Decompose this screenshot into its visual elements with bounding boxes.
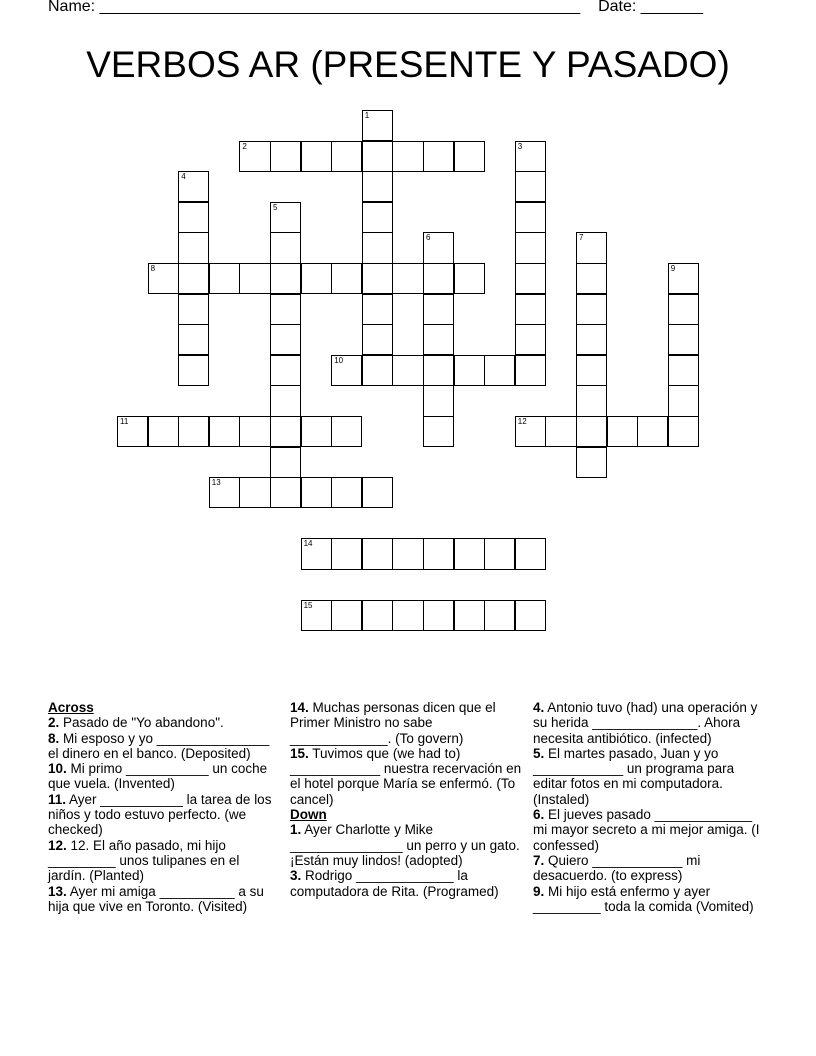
- clue-item-text: Ayer mi amiga __________ a su hija que vive en Toronto. (Visited): [48, 883, 264, 914]
- grid-cell[interactable]: [270, 447, 301, 478]
- grid-cell[interactable]: [362, 110, 393, 141]
- grid-cell[interactable]: [423, 324, 454, 355]
- clue-number: 11: [120, 417, 129, 426]
- clue-item-number: 1.: [290, 822, 302, 838]
- grid-cell[interactable]: [515, 294, 546, 325]
- clue-item: [48, 884, 276, 915]
- grid-cell[interactable]: [423, 600, 454, 631]
- grid-cell[interactable]: [515, 416, 546, 447]
- grid-cell[interactable]: [668, 324, 699, 355]
- grid-cell[interactable]: [331, 263, 362, 294]
- grid-cell[interactable]: [270, 324, 301, 355]
- grid-cell[interactable]: [362, 538, 393, 569]
- grid-cell[interactable]: [392, 600, 423, 631]
- grid-cell[interactable]: [239, 263, 270, 294]
- grid-cell[interactable]: [515, 171, 546, 202]
- clue-item-text: Muchas personas dicen que el Primer Ministro no sabe _____________. (To govern): [290, 700, 496, 746]
- clue-item-number: 8.: [48, 730, 60, 746]
- clue-item-text: 12. El año pasado, mi hijo _________ unos tulipanes en el jardín. (Planted): [48, 837, 240, 884]
- down-heading: Down: [290, 807, 327, 823]
- clue-number: 1: [364, 111, 370, 120]
- clue-number: 6: [426, 233, 431, 243]
- clue-item: [290, 746, 526, 807]
- clue-number: 3: [517, 141, 523, 151]
- clue-item-text: Mi esposo y yo _______________ el dinero en el banco. (Deposited): [48, 730, 270, 761]
- clue-number: 5: [273, 202, 278, 212]
- grid-cell[interactable]: [270, 477, 301, 508]
- grid-cell[interactable]: [454, 141, 485, 172]
- clue-number: 15: [303, 600, 313, 610]
- clue-item: [290, 700, 526, 746]
- grid-cell[interactable]: [331, 141, 362, 172]
- clue-item-text: Tuvimos que (we had to) ____________ nuestra recervación en el hotel porque María se enfermó. (To cancel): [290, 745, 522, 807]
- grid-cell[interactable]: [270, 294, 301, 325]
- grid-cell[interactable]: [454, 600, 485, 631]
- grid-cell[interactable]: [454, 355, 485, 386]
- grid-cell[interactable]: [270, 385, 301, 416]
- clue-item: [290, 822, 526, 868]
- grid-cell[interactable]: [454, 263, 485, 294]
- clue-item-number: 6.: [533, 807, 545, 823]
- grid-cell[interactable]: [270, 202, 301, 233]
- grid-cell[interactable]: [178, 232, 209, 263]
- clue-item: [48, 792, 276, 838]
- grid-cell[interactable]: [301, 538, 332, 569]
- clue-item-number: 7.: [533, 852, 545, 868]
- grid-cell[interactable]: [515, 202, 546, 233]
- clue-item: [533, 746, 769, 807]
- grid-cell[interactable]: [576, 416, 607, 447]
- grid-cell[interactable]: [362, 600, 393, 631]
- clue-number: 8: [150, 264, 156, 273]
- grid-cell[interactable]: [637, 416, 668, 447]
- grid-cell[interactable]: [392, 141, 423, 172]
- grid-cell[interactable]: [301, 477, 332, 508]
- clue-number: 4: [181, 172, 186, 182]
- grid-cell[interactable]: [362, 263, 393, 294]
- grid-cell[interactable]: [301, 416, 332, 447]
- grid-cell[interactable]: [484, 600, 515, 631]
- grid-cell[interactable]: [576, 232, 607, 263]
- clue-item-text: Ayer ___________ la tarea de los niños y todo estuvo perfecto. (we checked): [48, 791, 272, 838]
- grid-cell[interactable]: [392, 263, 423, 294]
- grid-cell[interactable]: [423, 355, 454, 386]
- grid-cell[interactable]: [117, 416, 148, 447]
- clue-item-number: 15.: [290, 745, 309, 761]
- grid-cell[interactable]: [576, 294, 607, 325]
- clues-column-3: [533, 700, 769, 914]
- puzzle-title: VERBOS AR (PRESENTE Y PASADO): [86, 44, 730, 85]
- grid-cell[interactable]: [515, 355, 546, 386]
- grid-cell[interactable]: [270, 416, 301, 447]
- grid-cell[interactable]: [576, 385, 607, 416]
- clue-item-number: 11.: [48, 791, 67, 807]
- clue-item-text: Mi hijo está enfermo y ayer _________ toda la comida (Vomited): [533, 883, 754, 914]
- grid-cell[interactable]: [178, 416, 209, 447]
- grid-cell[interactable]: [515, 600, 546, 631]
- grid-cell[interactable]: [178, 294, 209, 325]
- grid-cell[interactable]: [423, 141, 454, 172]
- name-label: Name:: [48, 0, 96, 15]
- clue-item-text: Mi primo ___________ un coche que vuela. (Invented): [48, 761, 268, 792]
- clue-item-text: El martes pasado, Juan y yo ____________ un programa para editar fotos en mi computadora.(Instaled): [533, 745, 735, 807]
- grid-cell[interactable]: [270, 355, 301, 386]
- grid-cell[interactable]: [545, 416, 576, 447]
- grid-cell[interactable]: [392, 538, 423, 569]
- clue-item: [533, 700, 769, 746]
- grid-cell[interactable]: [270, 232, 301, 263]
- clue-item-number: 4.: [533, 700, 545, 715]
- clue-item: [48, 761, 276, 792]
- date-label: Date:: [598, 0, 637, 15]
- grid-cell[interactable]: [423, 538, 454, 569]
- clue-item-text: Quiero ____________ mi desacuerdo. (to express): [533, 852, 701, 884]
- grid-cell[interactable]: [576, 355, 607, 386]
- clue-item-text: Ayer Charlotte y Mike _______________ un perro y un gato. ¡Están muy lindos! (adopted): [290, 822, 520, 868]
- clue-item: [48, 715, 276, 730]
- grid-cell[interactable]: [668, 355, 699, 386]
- grid-cell[interactable]: [668, 263, 699, 294]
- clues-column-1: [48, 700, 276, 914]
- grid-cell[interactable]: [362, 202, 393, 233]
- grid-cell[interactable]: [576, 263, 607, 294]
- date-field[interactable]: _______: [636, 0, 704, 15]
- grid-cell[interactable]: [270, 141, 301, 172]
- grid-cell[interactable]: [423, 232, 454, 263]
- grid-cell[interactable]: [362, 232, 393, 263]
- grid-cell[interactable]: [239, 477, 270, 508]
- clue-number: 14: [303, 539, 313, 549]
- clue-number: 2: [242, 141, 247, 151]
- clue-item-number: 5.: [533, 745, 545, 761]
- grid-cell[interactable]: [423, 385, 454, 416]
- grid-cell[interactable]: [331, 538, 362, 569]
- grid-cell[interactable]: [362, 477, 393, 508]
- grid-cell[interactable]: [362, 294, 393, 325]
- grid-cell[interactable]: [515, 232, 546, 263]
- grid-cell[interactable]: [576, 447, 607, 478]
- grid-cell[interactable]: [454, 538, 485, 569]
- header-line: [48, 0, 768, 16]
- grid-cell[interactable]: [209, 477, 240, 508]
- grid-cell[interactable]: [515, 263, 546, 294]
- grid-cell[interactable]: [209, 416, 240, 447]
- clue-item-number: 9.: [533, 883, 545, 899]
- grid-cell[interactable]: [301, 600, 332, 631]
- name-field[interactable]: ______________________________________________________: [95, 0, 581, 15]
- clue-item: [533, 853, 769, 884]
- grid-cell[interactable]: [423, 416, 454, 447]
- grid-cell[interactable]: [362, 355, 393, 386]
- clues-column-2: [290, 700, 526, 899]
- grid-cell[interactable]: [178, 202, 209, 233]
- grid-cell[interactable]: [178, 355, 209, 386]
- clue-item: [48, 838, 276, 884]
- clue-item-number: 10.: [48, 761, 67, 777]
- grid-cell[interactable]: [515, 141, 546, 172]
- clue-item: [533, 807, 769, 853]
- grid-cell[interactable]: [484, 355, 515, 386]
- grid-cell[interactable]: [301, 141, 332, 172]
- down-clue-list: [290, 822, 526, 898]
- across-clue-list-continued: [290, 700, 526, 807]
- grid-cell[interactable]: [668, 416, 699, 447]
- grid-cell[interactable]: [362, 171, 393, 202]
- clue-item-number: 3.: [290, 868, 302, 884]
- grid-cell[interactable]: [178, 324, 209, 355]
- clue-number: 12: [517, 417, 527, 426]
- grid-cell[interactable]: [362, 141, 393, 172]
- grid-cell[interactable]: [331, 416, 362, 447]
- grid-cell[interactable]: [331, 477, 362, 508]
- grid-cell[interactable]: [668, 294, 699, 325]
- grid-cell[interactable]: [178, 171, 209, 202]
- grid-cell[interactable]: [607, 416, 638, 447]
- grid-cell[interactable]: [362, 324, 393, 355]
- clue-item-text: Antonio tuvo (had) una operación y su herida ______________. Ahora necesita antibiótico. (infected): [533, 700, 758, 746]
- grid-cell[interactable]: [484, 538, 515, 569]
- grid-cell[interactable]: [331, 600, 362, 631]
- grid-cell[interactable]: [270, 263, 301, 294]
- grid-cell[interactable]: [239, 141, 270, 172]
- down-clue-list-continued: [533, 700, 769, 914]
- grid-cell[interactable]: [239, 416, 270, 447]
- across-clue-list: [48, 715, 276, 914]
- clue-item-text: El jueves pasado _____________ mi mayor secreto a mi mejor amiga. (I confessed): [533, 807, 760, 853]
- grid-cell[interactable]: [331, 355, 362, 386]
- grid-cell[interactable]: [576, 324, 607, 355]
- clue-item-text: Rodrigo _____________ la computadora de Rita. (Programed): [290, 868, 499, 899]
- clue-item-number: 12.: [48, 837, 67, 853]
- clue-item-number: 13.: [48, 883, 67, 899]
- clue-number: 13: [211, 478, 221, 488]
- grid-cell[interactable]: [392, 355, 423, 386]
- clue-item: [290, 868, 526, 899]
- clue-item-number: 14.: [290, 700, 309, 715]
- clue-number: 10: [334, 355, 344, 365]
- clue-item: [533, 884, 769, 915]
- clue-item: [48, 731, 276, 762]
- grid-cell[interactable]: [148, 263, 179, 294]
- grid-cell[interactable]: [423, 294, 454, 325]
- clue-item-number: 2.: [48, 715, 60, 731]
- clue-number: 9: [670, 264, 676, 273]
- grid-cell[interactable]: [301, 263, 332, 294]
- grid-cell[interactable]: [668, 385, 699, 416]
- clue-number: 7: [579, 233, 584, 243]
- grid-cell[interactable]: [423, 263, 454, 294]
- grid-cell[interactable]: [515, 538, 546, 569]
- across-heading: Across: [48, 700, 94, 715]
- grid-cell[interactable]: [515, 324, 546, 355]
- clue-item-text: Pasado de "Yo abandono".: [59, 715, 224, 731]
- grid-cell[interactable]: [148, 416, 179, 447]
- grid-cell[interactable]: [209, 263, 240, 294]
- grid-cell[interactable]: [178, 263, 209, 294]
